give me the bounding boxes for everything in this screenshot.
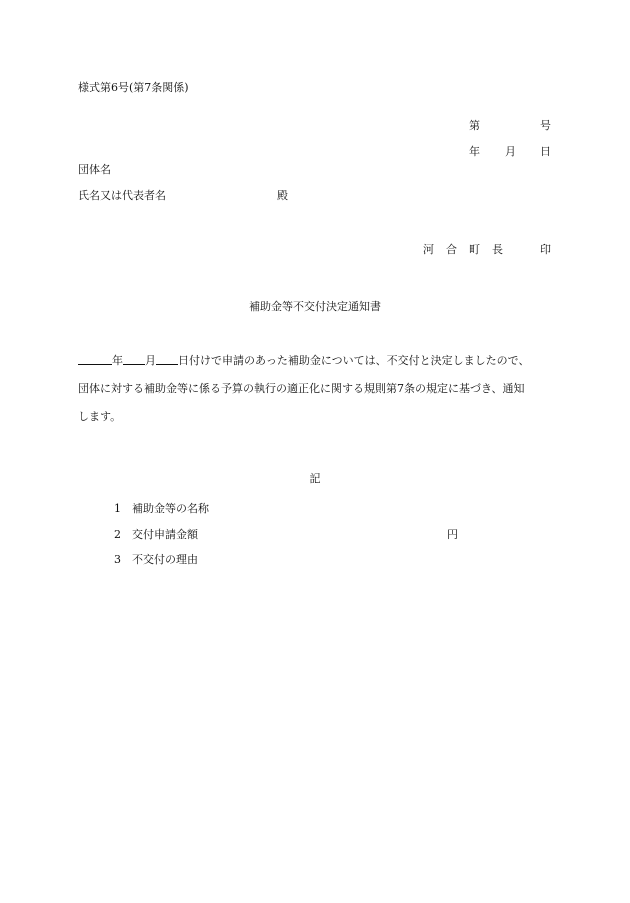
item-label-2: 交付申請金額 (132, 528, 198, 541)
item-number-1: 1 (114, 502, 121, 515)
issuer-char-2: 合 (446, 243, 457, 256)
date-day-label: 日 (540, 145, 551, 158)
blank-year (78, 353, 112, 365)
item-number-3: 3 (114, 553, 121, 566)
body-month-label: 月 (145, 354, 156, 367)
issuer-char-3: 町 (469, 243, 480, 256)
body-year-label: 年 (112, 354, 123, 367)
blank-day (156, 353, 178, 365)
item-label-1: 補助金等の名称 (132, 502, 209, 515)
item-unit-yen: 円 (447, 528, 458, 541)
blank-month (123, 353, 145, 365)
honorific: 殿 (277, 189, 288, 202)
item-label-3: 不交付の理由 (132, 553, 198, 566)
doc-number-suffix: 号 (540, 119, 551, 132)
doc-number-prefix: 第 (469, 119, 480, 132)
ki-heading: 記 (309, 472, 321, 485)
form-number: 様式第6号(第7条関係) (78, 81, 189, 94)
seal-mark: 印 (540, 243, 551, 256)
issuer-char-1: 河 (423, 243, 434, 256)
document-title: 補助金等不交付決定通知書 (249, 300, 381, 313)
body-line-1-text: 日付けで申請のあった補助金については、不交付と決定しましたので、 (178, 354, 530, 367)
body-line-1 (78, 353, 529, 368)
body-line-2: 団体に対する補助金等に係る予算の執行の適正化に関する規則第7条の規定に基づき、通知 (78, 382, 525, 395)
issuer-char-4: 長 (492, 243, 503, 256)
body-line-3: します。 (78, 410, 122, 423)
date-year-label: 年 (469, 145, 480, 158)
date-month-label: 月 (505, 145, 516, 158)
item-number-2: 2 (114, 528, 121, 541)
representative-name-label: 氏名又は代表者名 (78, 189, 166, 202)
org-name-label: 団体名 (78, 163, 111, 176)
